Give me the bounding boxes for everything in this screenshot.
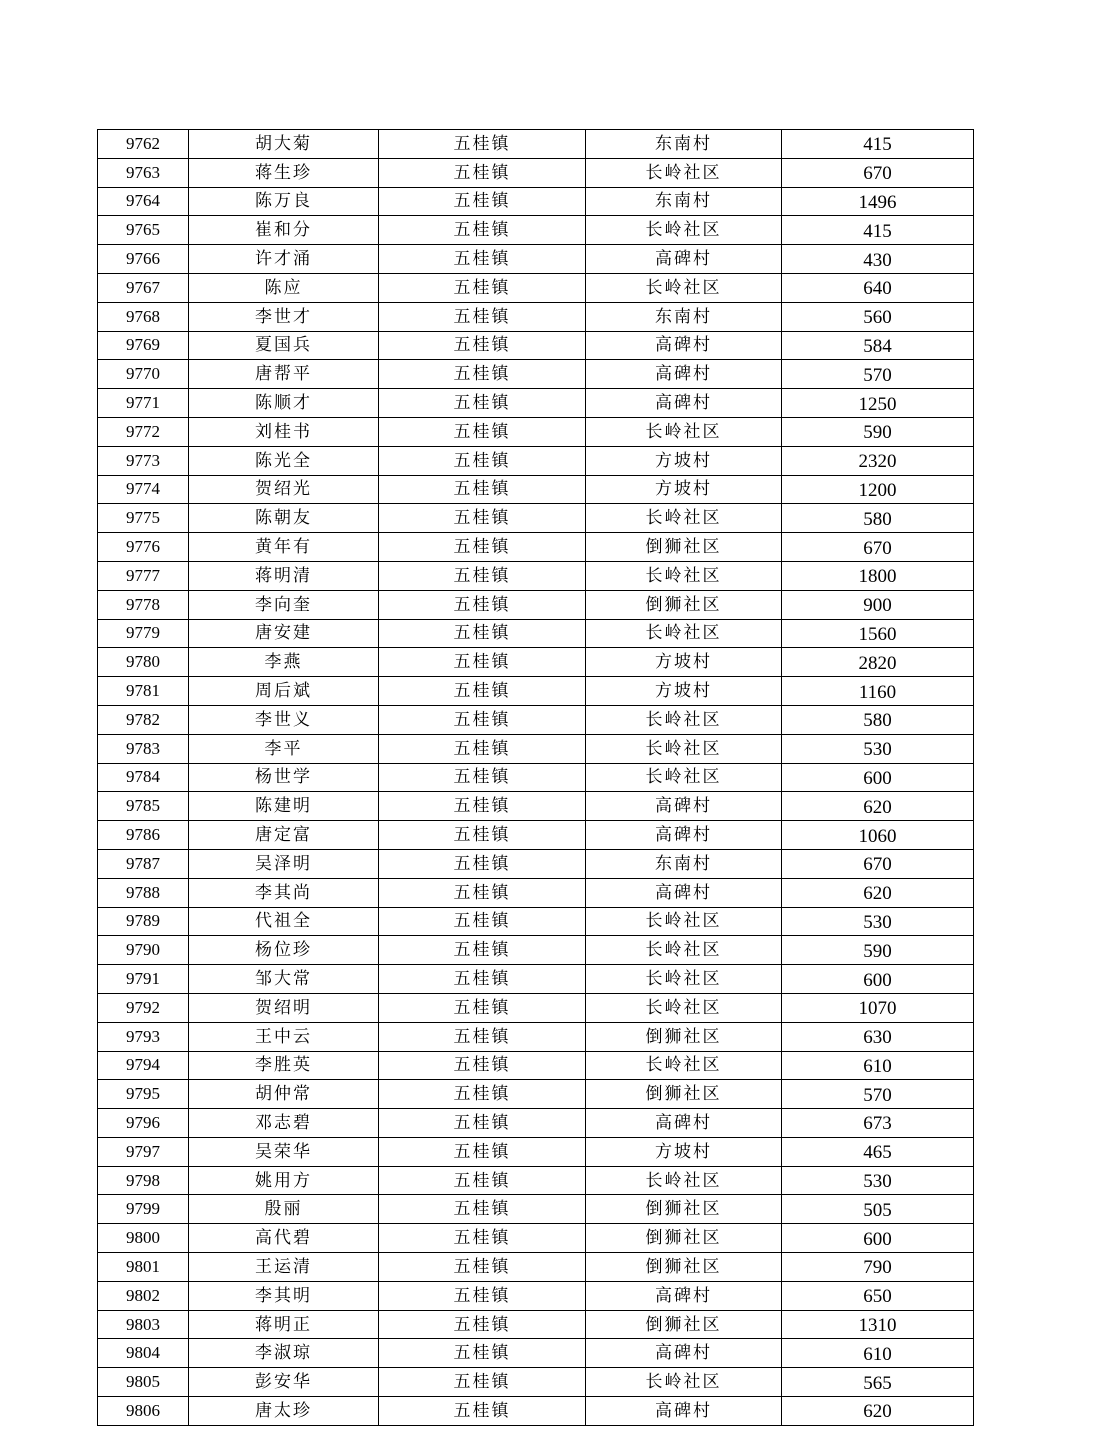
town-name-cell: 五桂镇 bbox=[379, 965, 586, 994]
amount-cell: 1800 bbox=[782, 561, 974, 590]
town-name-cell: 五桂镇 bbox=[379, 907, 586, 936]
table-body bbox=[98, 130, 974, 1426]
village-name-cell: 东南村 bbox=[586, 187, 782, 216]
town-name-cell: 五桂镇 bbox=[379, 1281, 586, 1310]
amount-cell: 2820 bbox=[782, 648, 974, 677]
town-name-cell: 五桂镇 bbox=[379, 619, 586, 648]
town-name-cell: 五桂镇 bbox=[379, 1253, 586, 1282]
table-row bbox=[98, 561, 974, 590]
row-number-cell: 9778 bbox=[98, 590, 189, 619]
row-number-cell: 9805 bbox=[98, 1368, 189, 1397]
village-name-cell: 高碑村 bbox=[586, 360, 782, 389]
amount-cell: 670 bbox=[782, 849, 974, 878]
row-number-cell: 9766 bbox=[98, 245, 189, 274]
table-row bbox=[98, 1109, 974, 1138]
town-name-cell: 五桂镇 bbox=[379, 734, 586, 763]
amount-cell: 650 bbox=[782, 1281, 974, 1310]
town-name-cell: 五桂镇 bbox=[379, 763, 586, 792]
table-row bbox=[98, 993, 974, 1022]
person-name-cell: 高代碧 bbox=[189, 1224, 379, 1253]
person-name-cell: 王中云 bbox=[189, 1022, 379, 1051]
table-row bbox=[98, 302, 974, 331]
village-name-cell: 高碑村 bbox=[586, 878, 782, 907]
town-name-cell: 五桂镇 bbox=[379, 993, 586, 1022]
person-name-cell: 唐定富 bbox=[189, 821, 379, 850]
person-name-cell: 陈朝友 bbox=[189, 504, 379, 533]
village-name-cell: 高碑村 bbox=[586, 245, 782, 274]
village-name-cell: 高碑村 bbox=[586, 792, 782, 821]
person-name-cell: 杨世学 bbox=[189, 763, 379, 792]
town-name-cell: 五桂镇 bbox=[379, 360, 586, 389]
table-row bbox=[98, 1310, 974, 1339]
village-name-cell: 高碑村 bbox=[586, 1281, 782, 1310]
town-name-cell: 五桂镇 bbox=[379, 187, 586, 216]
row-number-cell: 9797 bbox=[98, 1137, 189, 1166]
row-number-cell: 9799 bbox=[98, 1195, 189, 1224]
person-name-cell: 代祖全 bbox=[189, 907, 379, 936]
row-number-cell: 9768 bbox=[98, 302, 189, 331]
village-name-cell: 长岭社区 bbox=[586, 965, 782, 994]
table-row bbox=[98, 1397, 974, 1426]
town-name-cell: 五桂镇 bbox=[379, 590, 586, 619]
amount-cell: 630 bbox=[782, 1022, 974, 1051]
village-name-cell: 倒狮社区 bbox=[586, 1080, 782, 1109]
table-row bbox=[98, 1137, 974, 1166]
table-row bbox=[98, 187, 974, 216]
person-name-cell: 唐安建 bbox=[189, 619, 379, 648]
table-row bbox=[98, 792, 974, 821]
village-name-cell: 高碑村 bbox=[586, 331, 782, 360]
town-name-cell: 五桂镇 bbox=[379, 1080, 586, 1109]
town-name-cell: 五桂镇 bbox=[379, 245, 586, 274]
person-name-cell: 蒋明正 bbox=[189, 1310, 379, 1339]
row-number-cell: 9786 bbox=[98, 821, 189, 850]
town-name-cell: 五桂镇 bbox=[379, 130, 586, 159]
row-number-cell: 9781 bbox=[98, 677, 189, 706]
person-name-cell: 唐太珍 bbox=[189, 1397, 379, 1426]
row-number-cell: 9793 bbox=[98, 1022, 189, 1051]
town-name-cell: 五桂镇 bbox=[379, 417, 586, 446]
table-row bbox=[98, 475, 974, 504]
town-name-cell: 五桂镇 bbox=[379, 273, 586, 302]
village-name-cell: 长岭社区 bbox=[586, 1368, 782, 1397]
row-number-cell: 9770 bbox=[98, 360, 189, 389]
village-name-cell: 高碑村 bbox=[586, 821, 782, 850]
village-name-cell: 长岭社区 bbox=[586, 936, 782, 965]
village-name-cell: 东南村 bbox=[586, 849, 782, 878]
amount-cell: 1060 bbox=[782, 821, 974, 850]
amount-cell: 610 bbox=[782, 1339, 974, 1368]
row-number-cell: 9796 bbox=[98, 1109, 189, 1138]
row-number-cell: 9804 bbox=[98, 1339, 189, 1368]
table-row bbox=[98, 763, 974, 792]
person-name-cell: 蒋明清 bbox=[189, 561, 379, 590]
town-name-cell: 五桂镇 bbox=[379, 1397, 586, 1426]
table-row bbox=[98, 417, 974, 446]
row-number-cell: 9777 bbox=[98, 561, 189, 590]
amount-cell: 600 bbox=[782, 763, 974, 792]
row-number-cell: 9801 bbox=[98, 1253, 189, 1282]
person-name-cell: 李淑琼 bbox=[189, 1339, 379, 1368]
person-name-cell: 邹大常 bbox=[189, 965, 379, 994]
town-name-cell: 五桂镇 bbox=[379, 878, 586, 907]
person-name-cell: 刘桂书 bbox=[189, 417, 379, 446]
amount-cell: 600 bbox=[782, 1224, 974, 1253]
town-name-cell: 五桂镇 bbox=[379, 216, 586, 245]
row-number-cell: 9798 bbox=[98, 1166, 189, 1195]
person-name-cell: 李平 bbox=[189, 734, 379, 763]
town-name-cell: 五桂镇 bbox=[379, 158, 586, 187]
village-name-cell: 东南村 bbox=[586, 302, 782, 331]
person-name-cell: 贺绍光 bbox=[189, 475, 379, 504]
table-row bbox=[98, 446, 974, 475]
person-name-cell: 胡仲常 bbox=[189, 1080, 379, 1109]
table-row bbox=[98, 245, 974, 274]
village-name-cell: 高碑村 bbox=[586, 1397, 782, 1426]
table-row bbox=[98, 1339, 974, 1368]
town-name-cell: 五桂镇 bbox=[379, 302, 586, 331]
row-number-cell: 9769 bbox=[98, 331, 189, 360]
table-row bbox=[98, 158, 974, 187]
table-row bbox=[98, 1253, 974, 1282]
person-name-cell: 陈建明 bbox=[189, 792, 379, 821]
row-number-cell: 9780 bbox=[98, 648, 189, 677]
row-number-cell: 9775 bbox=[98, 504, 189, 533]
table-row bbox=[98, 907, 974, 936]
amount-cell: 560 bbox=[782, 302, 974, 331]
town-name-cell: 五桂镇 bbox=[379, 849, 586, 878]
village-name-cell: 长岭社区 bbox=[586, 907, 782, 936]
person-name-cell: 李其尚 bbox=[189, 878, 379, 907]
table-row bbox=[98, 878, 974, 907]
table-row bbox=[98, 273, 974, 302]
village-name-cell: 倒狮社区 bbox=[586, 590, 782, 619]
town-name-cell: 五桂镇 bbox=[379, 475, 586, 504]
amount-cell: 415 bbox=[782, 216, 974, 245]
amount-cell: 430 bbox=[782, 245, 974, 274]
person-name-cell: 崔和分 bbox=[189, 216, 379, 245]
person-name-cell: 吴泽明 bbox=[189, 849, 379, 878]
table-row bbox=[98, 216, 974, 245]
town-name-cell: 五桂镇 bbox=[379, 1310, 586, 1339]
amount-cell: 580 bbox=[782, 504, 974, 533]
table-row bbox=[98, 1051, 974, 1080]
town-name-cell: 五桂镇 bbox=[379, 1368, 586, 1397]
table-row bbox=[98, 1022, 974, 1051]
table-row bbox=[98, 965, 974, 994]
row-number-cell: 9791 bbox=[98, 965, 189, 994]
person-name-cell: 李世义 bbox=[189, 705, 379, 734]
row-number-cell: 9765 bbox=[98, 216, 189, 245]
person-name-cell: 殷丽 bbox=[189, 1195, 379, 1224]
person-name-cell: 唐帮平 bbox=[189, 360, 379, 389]
village-name-cell: 方坡村 bbox=[586, 1137, 782, 1166]
person-name-cell: 贺绍明 bbox=[189, 993, 379, 1022]
amount-cell: 610 bbox=[782, 1051, 974, 1080]
table-row bbox=[98, 619, 974, 648]
person-name-cell: 许才涌 bbox=[189, 245, 379, 274]
amount-cell: 505 bbox=[782, 1195, 974, 1224]
person-name-cell: 李向奎 bbox=[189, 590, 379, 619]
amount-cell: 620 bbox=[782, 792, 974, 821]
village-name-cell: 长岭社区 bbox=[586, 561, 782, 590]
row-number-cell: 9776 bbox=[98, 533, 189, 562]
person-name-cell: 邓志碧 bbox=[189, 1109, 379, 1138]
amount-cell: 1070 bbox=[782, 993, 974, 1022]
village-name-cell: 倒狮社区 bbox=[586, 1310, 782, 1339]
table-row bbox=[98, 504, 974, 533]
town-name-cell: 五桂镇 bbox=[379, 821, 586, 850]
village-name-cell: 方坡村 bbox=[586, 677, 782, 706]
village-name-cell: 长岭社区 bbox=[586, 273, 782, 302]
table-row bbox=[98, 705, 974, 734]
amount-cell: 670 bbox=[782, 533, 974, 562]
town-name-cell: 五桂镇 bbox=[379, 1022, 586, 1051]
village-name-cell: 长岭社区 bbox=[586, 216, 782, 245]
row-number-cell: 9772 bbox=[98, 417, 189, 446]
village-name-cell: 长岭社区 bbox=[586, 1166, 782, 1195]
person-name-cell: 夏国兵 bbox=[189, 331, 379, 360]
amount-cell: 1560 bbox=[782, 619, 974, 648]
town-name-cell: 五桂镇 bbox=[379, 1195, 586, 1224]
row-number-cell: 9764 bbox=[98, 187, 189, 216]
village-name-cell: 倒狮社区 bbox=[586, 1224, 782, 1253]
amount-cell: 570 bbox=[782, 360, 974, 389]
amount-cell: 2320 bbox=[782, 446, 974, 475]
town-name-cell: 五桂镇 bbox=[379, 1224, 586, 1253]
town-name-cell: 五桂镇 bbox=[379, 1109, 586, 1138]
table-row bbox=[98, 734, 974, 763]
town-name-cell: 五桂镇 bbox=[379, 705, 586, 734]
person-name-cell: 黄年有 bbox=[189, 533, 379, 562]
row-number-cell: 9787 bbox=[98, 849, 189, 878]
town-name-cell: 五桂镇 bbox=[379, 446, 586, 475]
amount-cell: 620 bbox=[782, 1397, 974, 1426]
table-row bbox=[98, 331, 974, 360]
amount-cell: 590 bbox=[782, 417, 974, 446]
row-number-cell: 9773 bbox=[98, 446, 189, 475]
person-name-cell: 陈万良 bbox=[189, 187, 379, 216]
village-name-cell: 长岭社区 bbox=[586, 993, 782, 1022]
table-row bbox=[98, 1080, 974, 1109]
village-name-cell: 高碑村 bbox=[586, 1109, 782, 1138]
person-name-cell: 周后斌 bbox=[189, 677, 379, 706]
table-row bbox=[98, 936, 974, 965]
table-row bbox=[98, 677, 974, 706]
table-row bbox=[98, 360, 974, 389]
amount-cell: 640 bbox=[782, 273, 974, 302]
row-number-cell: 9806 bbox=[98, 1397, 189, 1426]
town-name-cell: 五桂镇 bbox=[379, 389, 586, 418]
amount-cell: 415 bbox=[782, 130, 974, 159]
row-number-cell: 9782 bbox=[98, 705, 189, 734]
person-name-cell: 胡大菊 bbox=[189, 130, 379, 159]
person-name-cell: 李世才 bbox=[189, 302, 379, 331]
village-name-cell: 长岭社区 bbox=[586, 619, 782, 648]
person-name-cell: 王运清 bbox=[189, 1253, 379, 1282]
village-name-cell: 长岭社区 bbox=[586, 763, 782, 792]
person-name-cell: 李燕 bbox=[189, 648, 379, 677]
amount-cell: 1250 bbox=[782, 389, 974, 418]
amount-cell: 900 bbox=[782, 590, 974, 619]
row-number-cell: 9783 bbox=[98, 734, 189, 763]
town-name-cell: 五桂镇 bbox=[379, 504, 586, 533]
row-number-cell: 9803 bbox=[98, 1310, 189, 1339]
table-row bbox=[98, 1195, 974, 1224]
amount-cell: 673 bbox=[782, 1109, 974, 1138]
person-name-cell: 陈光全 bbox=[189, 446, 379, 475]
person-name-cell: 李胜英 bbox=[189, 1051, 379, 1080]
row-number-cell: 9771 bbox=[98, 389, 189, 418]
town-name-cell: 五桂镇 bbox=[379, 677, 586, 706]
table-row bbox=[98, 130, 974, 159]
row-number-cell: 9779 bbox=[98, 619, 189, 648]
village-name-cell: 长岭社区 bbox=[586, 1051, 782, 1080]
village-name-cell: 长岭社区 bbox=[586, 705, 782, 734]
table-row bbox=[98, 1281, 974, 1310]
amount-cell: 590 bbox=[782, 936, 974, 965]
amount-cell: 1496 bbox=[782, 187, 974, 216]
town-name-cell: 五桂镇 bbox=[379, 1166, 586, 1195]
town-name-cell: 五桂镇 bbox=[379, 792, 586, 821]
table-row bbox=[98, 389, 974, 418]
table-row bbox=[98, 590, 974, 619]
table-row bbox=[98, 821, 974, 850]
town-name-cell: 五桂镇 bbox=[379, 561, 586, 590]
row-number-cell: 9795 bbox=[98, 1080, 189, 1109]
village-name-cell: 倒狮社区 bbox=[586, 1022, 782, 1051]
person-name-cell: 蒋生珍 bbox=[189, 158, 379, 187]
amount-cell: 530 bbox=[782, 734, 974, 763]
village-name-cell: 方坡村 bbox=[586, 475, 782, 504]
village-name-cell: 方坡村 bbox=[586, 446, 782, 475]
row-number-cell: 9789 bbox=[98, 907, 189, 936]
village-name-cell: 高碑村 bbox=[586, 1339, 782, 1368]
table-row bbox=[98, 1368, 974, 1397]
row-number-cell: 9788 bbox=[98, 878, 189, 907]
amount-cell: 565 bbox=[782, 1368, 974, 1397]
amount-cell: 465 bbox=[782, 1137, 974, 1166]
table-row bbox=[98, 1166, 974, 1195]
row-number-cell: 9784 bbox=[98, 763, 189, 792]
person-name-cell: 杨位珍 bbox=[189, 936, 379, 965]
amount-cell: 1200 bbox=[782, 475, 974, 504]
town-name-cell: 五桂镇 bbox=[379, 648, 586, 677]
row-number-cell: 9794 bbox=[98, 1051, 189, 1080]
town-name-cell: 五桂镇 bbox=[379, 1137, 586, 1166]
row-number-cell: 9792 bbox=[98, 993, 189, 1022]
person-name-cell: 吴荣华 bbox=[189, 1137, 379, 1166]
table-row bbox=[98, 533, 974, 562]
row-number-cell: 9767 bbox=[98, 273, 189, 302]
town-name-cell: 五桂镇 bbox=[379, 936, 586, 965]
amount-cell: 620 bbox=[782, 878, 974, 907]
village-name-cell: 高碑村 bbox=[586, 389, 782, 418]
row-number-cell: 9763 bbox=[98, 158, 189, 187]
row-number-cell: 9785 bbox=[98, 792, 189, 821]
person-name-cell: 彭安华 bbox=[189, 1368, 379, 1397]
village-name-cell: 长岭社区 bbox=[586, 734, 782, 763]
village-name-cell: 东南村 bbox=[586, 130, 782, 159]
amount-cell: 570 bbox=[782, 1080, 974, 1109]
person-name-cell: 陈顺才 bbox=[189, 389, 379, 418]
town-name-cell: 五桂镇 bbox=[379, 1339, 586, 1368]
table-row bbox=[98, 648, 974, 677]
table-row bbox=[98, 849, 974, 878]
village-name-cell: 长岭社区 bbox=[586, 417, 782, 446]
person-name-cell: 姚用方 bbox=[189, 1166, 379, 1195]
village-name-cell: 倒狮社区 bbox=[586, 533, 782, 562]
row-number-cell: 9802 bbox=[98, 1281, 189, 1310]
amount-cell: 600 bbox=[782, 965, 974, 994]
data-table bbox=[97, 129, 974, 1426]
amount-cell: 580 bbox=[782, 705, 974, 734]
row-number-cell: 9774 bbox=[98, 475, 189, 504]
amount-cell: 1160 bbox=[782, 677, 974, 706]
amount-cell: 790 bbox=[782, 1253, 974, 1282]
town-name-cell: 五桂镇 bbox=[379, 533, 586, 562]
village-name-cell: 倒狮社区 bbox=[586, 1195, 782, 1224]
row-number-cell: 9762 bbox=[98, 130, 189, 159]
town-name-cell: 五桂镇 bbox=[379, 331, 586, 360]
person-name-cell: 李其明 bbox=[189, 1281, 379, 1310]
village-name-cell: 长岭社区 bbox=[586, 158, 782, 187]
amount-cell: 1310 bbox=[782, 1310, 974, 1339]
row-number-cell: 9800 bbox=[98, 1224, 189, 1253]
village-name-cell: 方坡村 bbox=[586, 648, 782, 677]
row-number-cell: 9790 bbox=[98, 936, 189, 965]
amount-cell: 530 bbox=[782, 1166, 974, 1195]
person-name-cell: 陈应 bbox=[189, 273, 379, 302]
table-row bbox=[98, 1224, 974, 1253]
village-name-cell: 长岭社区 bbox=[586, 504, 782, 533]
village-name-cell: 倒狮社区 bbox=[586, 1253, 782, 1282]
town-name-cell: 五桂镇 bbox=[379, 1051, 586, 1080]
amount-cell: 670 bbox=[782, 158, 974, 187]
amount-cell: 584 bbox=[782, 331, 974, 360]
amount-cell: 530 bbox=[782, 907, 974, 936]
